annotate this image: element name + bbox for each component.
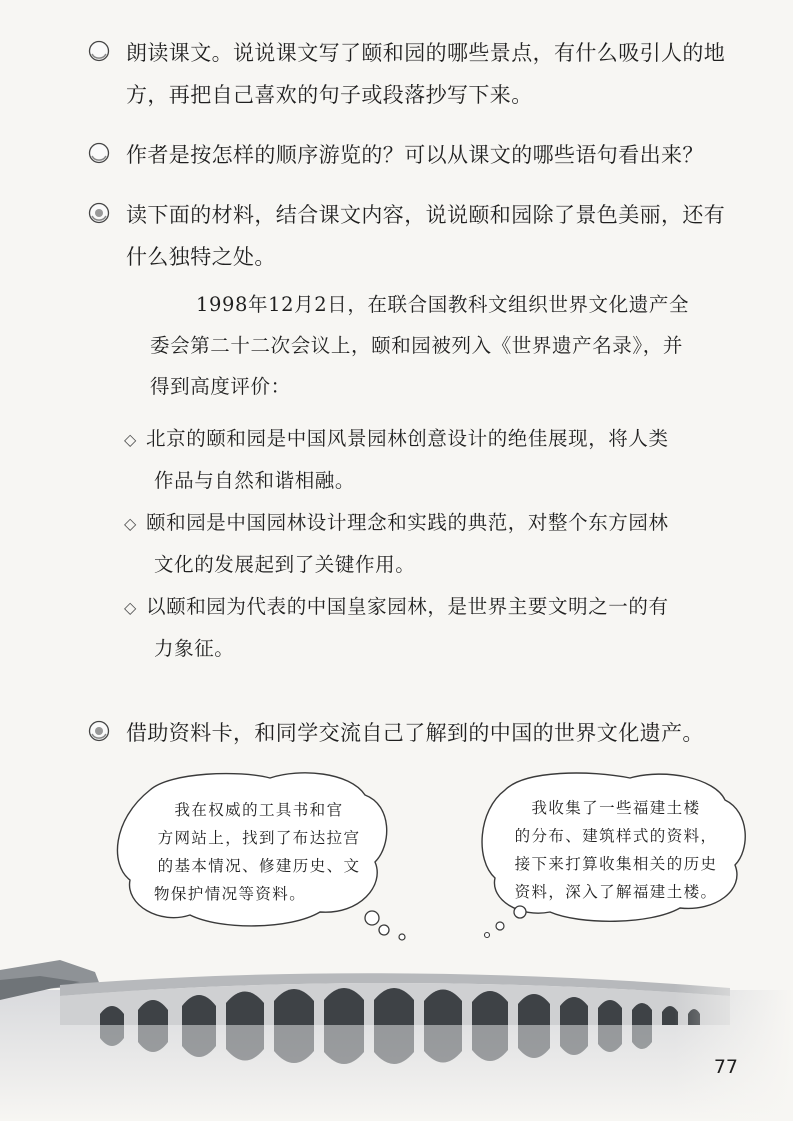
page-number: 77 [713,1056,738,1078]
question-1-line-2: 方，再把自己喜欢的句子或段落抄写下来。 [126,83,533,107]
evaluation-item-1 [124,418,764,501]
question-2 [88,134,748,176]
question-4-line-1: 借助资料卡，和同学交流自己了解到的中国的世界文化遗产。 [126,721,704,745]
diamond-bullet-icon: ◇ [124,430,137,449]
question-1-line-1: 朗读课文。说说课文写了颐和园的哪些景点，有什么吸引人的地 [126,41,726,65]
bubble-dot-icon [365,911,379,925]
right-bubble-line-1: 我收集了一些福建土楼 [531,799,701,817]
evaluation-2-line-2: 文化的发展起到了关键作用。 [154,553,416,576]
evaluation-1-line-2: 作品与自然和谐相融。 [154,469,356,492]
question-1 [88,32,748,116]
diamond-bullet-icon: ◇ [124,514,137,533]
evaluation-item-2 [124,502,764,585]
question-2-line-1: 作者是按怎样的顺序游览的？可以从课文的哪些语句看出来？ [126,143,704,167]
right-bubble-line-4: 资料，深入了解福建土楼。 [514,883,718,901]
material-line-1: 1998年12月2日，在联合国教科文组织世界文化遗产全 [196,293,690,316]
right-bubble-line-2: 的分布、建筑样式的资料， [514,827,718,845]
evaluation-3-line-1: 以颐和园为代表的中国皇家园林，是世界主要文明之一的有 [146,595,669,618]
question-4 [88,712,748,754]
question-bullet-icon [88,40,110,62]
evaluation-1-line-1: 北京的颐和园是中国风景园林创意设计的绝佳展现，将人类 [146,427,669,450]
bubble-dot-icon [514,906,526,918]
question-bullet-icon [88,142,110,164]
right-bubble-line-3: 接下来打算收集相关的历史 [514,855,718,873]
left-bubble-line-4: 物保护情况等资料。 [154,885,307,903]
left-bubble-line-1: 我在权威的工具书和官 [174,801,344,819]
right-bubble-text [505,794,727,906]
material-line-3: 得到高度评价： [150,375,291,398]
seventeen-arch-bridge-illustration [0,930,793,1121]
evaluation-3-line-2: 力象征。 [154,637,235,660]
question-bullet-icon [88,720,110,742]
material-line-2: 委会第二十二次会议上，颐和园被列入《世界遗产名录》，并 [150,334,683,357]
evaluation-item-3 [124,586,764,669]
question-3-line-2: 什么独特之处。 [126,245,276,269]
question-3-line-1: 读下面的材料，结合课文内容，说说颐和园除了景色美丽，还有 [126,203,726,227]
diamond-bullet-icon: ◇ [124,598,137,617]
bubble-dot-icon [496,922,504,930]
left-bubble-line-2: 方网站上，找到了布达拉宫 [157,829,361,847]
question-3 [88,194,748,278]
evaluation-2-line-1: 颐和园是中国园林设计理念和实践的典范，对整个东方园林 [146,511,669,534]
left-bubble-line-3: 的基本情况、修建历史、文 [157,857,361,875]
question-bullet-icon [88,202,110,224]
material-paragraph [150,284,689,407]
left-bubble-text [150,796,368,908]
